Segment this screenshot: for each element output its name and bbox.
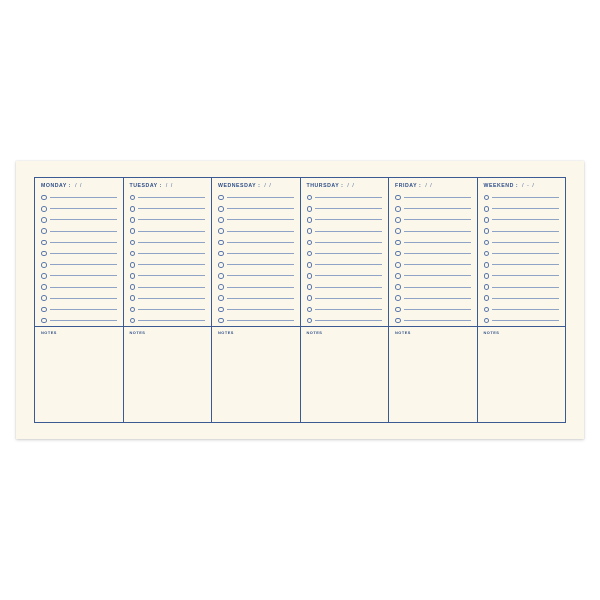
write-line[interactable] — [227, 275, 294, 276]
notes-area-wednesday[interactable] — [212, 335, 300, 422]
task-row[interactable] — [41, 270, 117, 281]
task-row[interactable] — [130, 315, 206, 326]
day-column-monday — [35, 178, 124, 422]
write-line[interactable] — [138, 309, 205, 310]
notes-label: NOTES — [395, 330, 411, 336]
write-line[interactable] — [404, 197, 471, 198]
day-column-weekend — [478, 178, 566, 422]
task-row[interactable] — [41, 192, 117, 203]
write-line[interactable] — [492, 242, 559, 243]
write-line[interactable] — [50, 208, 117, 209]
checkbox-icon[interactable] — [130, 195, 136, 201]
checkbox-icon[interactable] — [484, 217, 490, 223]
planner-printed-frame — [34, 177, 566, 423]
task-row[interactable] — [41, 226, 117, 237]
write-line[interactable] — [50, 231, 117, 232]
day-date-field-monday[interactable]: / / — [75, 183, 83, 189]
checkbox-icon[interactable] — [395, 228, 401, 234]
checkbox-icon[interactable] — [484, 228, 490, 234]
checkbox-icon[interactable] — [130, 318, 136, 324]
checkbox-icon[interactable] — [41, 240, 47, 246]
task-row[interactable] — [484, 192, 560, 203]
checkbox-icon[interactable] — [395, 240, 401, 246]
task-row[interactable] — [484, 315, 560, 326]
write-line[interactable] — [138, 275, 205, 276]
task-row[interactable] — [41, 214, 117, 225]
write-line[interactable] — [315, 253, 382, 254]
task-row[interactable] — [130, 270, 206, 281]
day-column-wednesday — [212, 178, 301, 422]
write-line[interactable] — [138, 208, 205, 209]
checkbox-icon[interactable] — [41, 228, 47, 234]
checkbox-icon[interactable] — [218, 228, 224, 234]
checkbox-icon[interactable] — [484, 195, 490, 201]
task-row[interactable] — [395, 270, 471, 281]
task-row[interactable] — [484, 259, 560, 270]
task-row[interactable] — [484, 248, 560, 259]
write-line[interactable] — [315, 320, 382, 321]
checkbox-icon[interactable] — [484, 307, 490, 313]
write-line[interactable] — [404, 242, 471, 243]
checkbox-icon[interactable] — [395, 217, 401, 223]
write-line[interactable] — [492, 264, 559, 265]
checkbox-icon[interactable] — [218, 262, 224, 268]
task-row[interactable] — [130, 237, 206, 248]
task-row[interactable] — [395, 304, 471, 315]
task-row[interactable] — [130, 304, 206, 315]
checkbox-icon[interactable] — [41, 251, 47, 257]
checkbox-icon[interactable] — [395, 295, 401, 301]
checkbox-icon[interactable] — [484, 273, 490, 279]
task-row[interactable] — [307, 226, 383, 237]
checkbox-icon[interactable] — [130, 217, 136, 223]
task-row[interactable] — [307, 203, 383, 214]
task-row[interactable] — [218, 248, 294, 259]
checkbox-icon[interactable] — [130, 251, 136, 257]
task-row[interactable] — [218, 203, 294, 214]
write-line[interactable] — [50, 309, 117, 310]
task-row[interactable] — [307, 282, 383, 293]
write-line[interactable] — [315, 242, 382, 243]
checkbox-icon[interactable] — [484, 206, 490, 212]
task-row[interactable] — [307, 214, 383, 225]
task-row[interactable] — [395, 192, 471, 203]
checkbox-icon[interactable] — [41, 262, 47, 268]
write-line[interactable] — [138, 253, 205, 254]
checkbox-icon[interactable] — [307, 195, 313, 201]
task-row[interactable] — [484, 293, 560, 304]
day-header-friday — [389, 178, 477, 192]
write-line[interactable] — [492, 208, 559, 209]
write-line[interactable] — [315, 219, 382, 220]
notes-area-tuesday[interactable] — [124, 335, 212, 422]
task-row[interactable] — [218, 282, 294, 293]
checkbox-icon[interactable] — [41, 295, 47, 301]
task-row[interactable] — [41, 282, 117, 293]
checkbox-icon[interactable] — [307, 318, 313, 324]
checkbox-icon[interactable] — [484, 240, 490, 246]
notes-label: NOTES — [306, 330, 323, 336]
task-list-thursday — [301, 192, 389, 326]
checkbox-icon[interactable] — [41, 217, 47, 223]
day-header-thursday — [301, 178, 389, 192]
write-line[interactable] — [492, 309, 559, 310]
notes-label: NOTES — [218, 330, 234, 336]
day-title-wednesday: WEDNESDAY : — [218, 183, 261, 189]
task-row[interactable] — [307, 304, 383, 315]
checkbox-icon[interactable] — [395, 273, 401, 279]
write-line[interactable] — [227, 287, 294, 288]
notes-area-thursday[interactable] — [301, 335, 389, 422]
checkbox-icon[interactable] — [41, 318, 47, 324]
write-line[interactable] — [138, 219, 205, 220]
write-line[interactable] — [404, 264, 471, 265]
write-line[interactable] — [404, 253, 471, 254]
task-row[interactable] — [218, 293, 294, 304]
checkbox-icon[interactable] — [130, 206, 136, 212]
write-line[interactable] — [404, 298, 471, 299]
write-line[interactable] — [492, 253, 559, 254]
task-row[interactable] — [130, 259, 206, 270]
checkbox-icon[interactable] — [307, 240, 313, 246]
task-row[interactable] — [218, 192, 294, 203]
checkbox-icon[interactable] — [41, 195, 47, 201]
checkbox-icon[interactable] — [484, 295, 490, 301]
task-row[interactable] — [41, 259, 117, 270]
task-row[interactable] — [41, 293, 117, 304]
checkbox-icon[interactable] — [484, 262, 490, 268]
task-row[interactable] — [41, 315, 117, 326]
write-line[interactable] — [315, 231, 382, 232]
write-line[interactable] — [315, 275, 382, 276]
day-date-field-tuesday[interactable]: / / — [165, 183, 174, 189]
checkbox-icon[interactable] — [484, 318, 490, 324]
write-line[interactable] — [50, 219, 117, 220]
task-row[interactable] — [218, 214, 294, 225]
checkbox-icon[interactable] — [395, 318, 401, 324]
write-line[interactable] — [227, 208, 294, 209]
write-line[interactable] — [227, 242, 294, 243]
checkbox-icon[interactable] — [307, 262, 313, 268]
checkbox-icon[interactable] — [395, 262, 401, 268]
write-line[interactable] — [492, 219, 559, 220]
write-line[interactable] — [315, 264, 382, 265]
checkbox-icon[interactable] — [395, 307, 401, 313]
checkbox-icon[interactable] — [218, 195, 224, 201]
task-row[interactable] — [395, 248, 471, 259]
task-row[interactable] — [130, 282, 206, 293]
write-line[interactable] — [404, 208, 471, 209]
task-row[interactable] — [307, 248, 383, 259]
task-row[interactable] — [218, 237, 294, 248]
checkbox-icon[interactable] — [395, 206, 401, 212]
checkbox-icon[interactable] — [218, 284, 224, 290]
task-row[interactable] — [484, 282, 560, 293]
checkbox-icon[interactable] — [41, 307, 47, 313]
write-line[interactable] — [50, 320, 117, 321]
notes-label: NOTES — [483, 330, 500, 336]
write-line[interactable] — [492, 231, 559, 232]
notes-label: NOTES — [129, 330, 146, 336]
checkbox-icon[interactable] — [130, 307, 136, 313]
task-row[interactable] — [307, 192, 383, 203]
write-line[interactable] — [404, 219, 471, 220]
task-row[interactable] — [41, 304, 117, 315]
checkbox-icon[interactable] — [218, 307, 224, 313]
day-title-tuesday: TUESDAY : — [129, 183, 162, 189]
write-line[interactable] — [315, 298, 382, 299]
write-line[interactable] — [227, 231, 294, 232]
checkbox-icon[interactable] — [41, 206, 47, 212]
day-date-field-wednesday[interactable]: / / — [264, 183, 272, 189]
write-line[interactable] — [315, 208, 382, 209]
write-line[interactable] — [50, 275, 117, 276]
checkbox-icon[interactable] — [130, 262, 136, 268]
task-list-wednesday — [212, 192, 300, 326]
write-line[interactable] — [138, 287, 205, 288]
day-header-monday — [35, 178, 123, 192]
task-row[interactable] — [130, 192, 206, 203]
day-header-wednesday — [212, 178, 300, 192]
task-row[interactable] — [130, 214, 206, 225]
write-line[interactable] — [404, 320, 471, 321]
task-row[interactable] — [395, 282, 471, 293]
checkbox-icon[interactable] — [307, 307, 313, 313]
task-row[interactable] — [218, 226, 294, 237]
task-row[interactable] — [484, 226, 560, 237]
task-row[interactable] — [484, 304, 560, 315]
notes-label: NOTES — [41, 330, 57, 336]
task-row[interactable] — [307, 259, 383, 270]
write-line[interactable] — [138, 298, 205, 299]
task-row[interactable] — [41, 203, 117, 214]
checkbox-icon[interactable] — [41, 273, 47, 279]
write-line[interactable] — [315, 287, 382, 288]
write-line[interactable] — [50, 298, 117, 299]
write-line[interactable] — [50, 242, 117, 243]
task-row[interactable] — [395, 237, 471, 248]
write-line[interactable] — [315, 197, 382, 198]
notes-area-friday[interactable] — [389, 335, 477, 422]
write-line[interactable] — [404, 275, 471, 276]
write-line[interactable] — [492, 275, 559, 276]
checkbox-icon[interactable] — [307, 206, 313, 212]
task-row[interactable] — [307, 293, 383, 304]
day-header-weekend — [478, 178, 566, 192]
task-row[interactable] — [484, 237, 560, 248]
task-row[interactable] — [130, 203, 206, 214]
checkbox-icon[interactable] — [395, 251, 401, 257]
task-row[interactable] — [395, 315, 471, 326]
checkbox-icon[interactable] — [130, 284, 136, 290]
checkbox-icon[interactable] — [307, 295, 313, 301]
checkbox-icon[interactable] — [130, 295, 136, 301]
write-line[interactable] — [227, 320, 294, 321]
write-line[interactable] — [50, 253, 117, 254]
write-line[interactable] — [227, 197, 294, 198]
task-row[interactable] — [307, 237, 383, 248]
checkbox-icon[interactable] — [218, 206, 224, 212]
write-line[interactable] — [227, 253, 294, 254]
write-line[interactable] — [138, 242, 205, 243]
checkbox-icon[interactable] — [307, 273, 313, 279]
task-row[interactable] — [41, 248, 117, 259]
write-line[interactable] — [50, 197, 117, 198]
task-row[interactable] — [218, 315, 294, 326]
checkbox-icon[interactable] — [130, 240, 136, 246]
write-line[interactable] — [227, 309, 294, 310]
task-row[interactable] — [395, 203, 471, 214]
write-line[interactable] — [492, 320, 559, 321]
write-line[interactable] — [227, 298, 294, 299]
write-line[interactable] — [227, 219, 294, 220]
checkbox-icon[interactable] — [218, 251, 224, 257]
task-row[interactable] — [307, 270, 383, 281]
task-row[interactable] — [130, 293, 206, 304]
task-list-friday — [389, 192, 477, 326]
day-title-weekend: WEEKEND : — [483, 183, 519, 189]
day-date-field-weekend[interactable]: / - / — [522, 183, 535, 189]
checkbox-icon[interactable] — [307, 284, 313, 290]
day-date-field-friday[interactable]: / / — [425, 183, 433, 189]
write-line[interactable] — [138, 264, 205, 265]
write-line[interactable] — [492, 197, 559, 198]
checkbox-icon[interactable] — [218, 318, 224, 324]
checkbox-icon[interactable] — [395, 195, 401, 201]
task-row[interactable] — [395, 259, 471, 270]
checkbox-icon[interactable] — [218, 217, 224, 223]
day-title-friday: FRIDAY : — [395, 183, 422, 189]
planner-notepad-sheet — [16, 161, 584, 439]
task-list-tuesday — [124, 192, 212, 326]
write-line[interactable] — [404, 309, 471, 310]
task-row[interactable] — [484, 203, 560, 214]
checkbox-icon[interactable] — [307, 251, 313, 257]
task-row[interactable] — [218, 259, 294, 270]
task-row[interactable] — [395, 226, 471, 237]
task-row[interactable] — [484, 270, 560, 281]
checkbox-icon[interactable] — [41, 284, 47, 290]
task-row[interactable] — [41, 237, 117, 248]
task-list-monday — [35, 192, 123, 326]
task-row[interactable] — [130, 248, 206, 259]
checkbox-icon[interactable] — [218, 295, 224, 301]
write-line[interactable] — [227, 264, 294, 265]
checkbox-icon[interactable] — [218, 273, 224, 279]
write-line[interactable] — [138, 320, 205, 321]
task-row[interactable] — [218, 270, 294, 281]
checkbox-icon[interactable] — [307, 228, 313, 234]
task-list-weekend — [478, 192, 566, 326]
checkbox-icon[interactable] — [130, 273, 136, 279]
write-line[interactable] — [50, 264, 117, 265]
day-title-monday: MONDAY : — [41, 183, 72, 189]
write-line[interactable] — [492, 298, 559, 299]
write-line[interactable] — [492, 287, 559, 288]
checkbox-icon[interactable] — [484, 284, 490, 290]
day-title-thursday: THURSDAY : — [306, 183, 344, 189]
checkbox-icon[interactable] — [218, 240, 224, 246]
notes-area-monday[interactable] — [35, 335, 123, 422]
task-row[interactable] — [484, 214, 560, 225]
task-row[interactable] — [395, 293, 471, 304]
day-column-thursday — [301, 178, 390, 422]
day-column-tuesday — [124, 178, 213, 422]
checkbox-icon[interactable] — [307, 217, 313, 223]
write-line[interactable] — [138, 197, 205, 198]
write-line[interactable] — [138, 231, 205, 232]
day-column-friday — [389, 178, 478, 422]
write-line[interactable] — [50, 287, 117, 288]
write-line[interactable] — [315, 309, 382, 310]
write-line[interactable] — [404, 231, 471, 232]
task-row[interactable] — [218, 304, 294, 315]
checkbox-icon[interactable] — [484, 251, 490, 257]
task-row[interactable] — [395, 214, 471, 225]
notes-area-weekend[interactable] — [478, 335, 566, 422]
write-line[interactable] — [404, 287, 471, 288]
checkbox-icon[interactable] — [395, 284, 401, 290]
task-row[interactable] — [307, 315, 383, 326]
day-header-tuesday — [124, 178, 212, 192]
checkbox-icon[interactable] — [130, 228, 136, 234]
day-date-field-thursday[interactable]: / / — [347, 183, 355, 189]
task-row[interactable] — [130, 226, 206, 237]
